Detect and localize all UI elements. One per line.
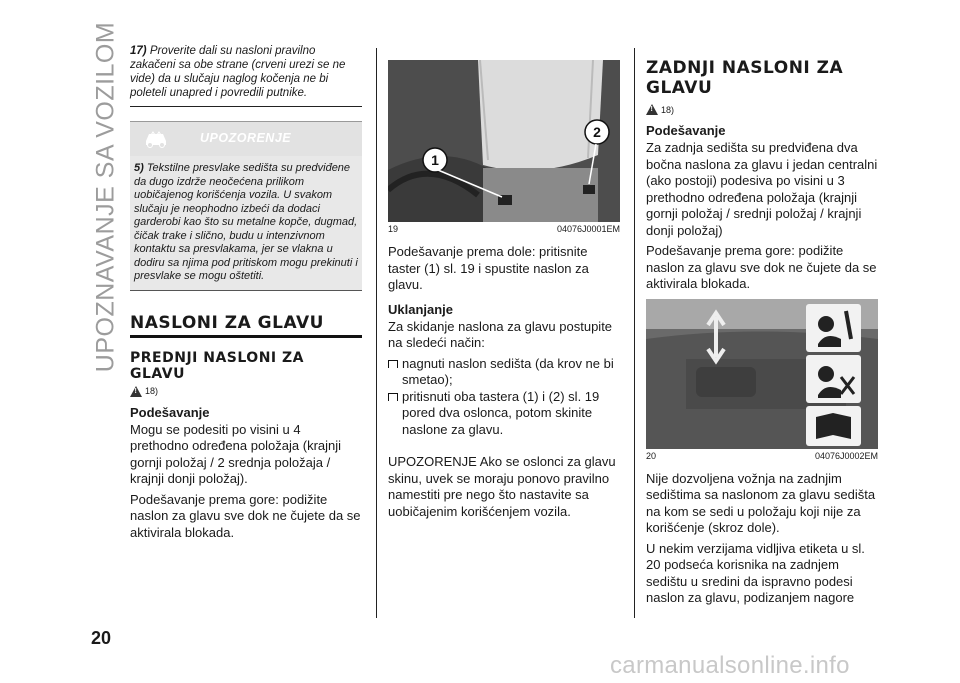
figure-20-image bbox=[646, 299, 878, 449]
section-title: ZADNJI NASLONI ZA GLAVU bbox=[646, 58, 844, 98]
figure-number: 19 bbox=[388, 224, 399, 234]
paragraph: U nekim verzijama vidljiva etiketa u sl. 20 podseća korisnika na zadnjem sedištu u sredini da ispravno podesi naslon za glavu, podizanjem nagore bbox=[646, 540, 865, 605]
list-item-text: pritisnuti oba tastera (1) i (2) sl. 19 pored dva oslonca, potom skinite naslone za glavu. bbox=[402, 388, 600, 437]
paragraph: Za zadnja sedišta su predviđena dva bočna naslona za glavu i jedan centralni (ako postoji) podesiva po visini u 3 prethodno određena položaja (krajnji gornji položaj / srednji položaj / krajnji donji položaj) bbox=[646, 140, 878, 238]
heading-removal: Uklanjanje bbox=[388, 301, 454, 317]
warning-body bbox=[130, 156, 362, 291]
section-title: NASLONI ZA GLAVU bbox=[130, 313, 362, 338]
figure-code: 04076J0002EM bbox=[814, 450, 878, 461]
warning-reference bbox=[130, 386, 362, 397]
watermark: carmanualsonline.info bbox=[610, 652, 850, 679]
paragraph: Mogu se podesiti po visini u 4 prethodno određena položaja (krajnji gornji položaj / 2 srednja položaja / krajnji donji položaj). bbox=[130, 421, 342, 486]
warning-header bbox=[130, 121, 362, 156]
car-warning-icon bbox=[142, 128, 170, 148]
bullet-icon bbox=[388, 360, 398, 368]
rear-headrest-illustration bbox=[646, 299, 878, 449]
paragraph: Podešavanje prema gore: podižite naslon za glavu sve dok ne čujete da se aktivirala blokada. bbox=[130, 491, 361, 540]
reference-number: 18) bbox=[145, 386, 159, 396]
note-number: 17) bbox=[130, 45, 147, 57]
page-number: 20 bbox=[91, 628, 112, 648]
chapter-side-title: UPOZNAVANJE SA VOZILOM bbox=[91, 21, 120, 373]
callout-1: 1 bbox=[431, 152, 439, 168]
paragraph: Podešavanje prema gore: podižite naslon za glavu sve dok ne čujete da se aktivirala blokada. bbox=[646, 243, 877, 291]
warning-number: 5) bbox=[134, 162, 144, 174]
list-item bbox=[388, 356, 620, 389]
warning-reference bbox=[646, 104, 878, 115]
heading-adjustment: Podešavanje bbox=[646, 123, 726, 138]
figure-19-caption bbox=[388, 224, 620, 234]
note-17 bbox=[130, 44, 362, 107]
list-item-text: nagnuti naslon sedišta (da krov ne bi smetao); bbox=[402, 355, 614, 387]
reference-number: 18) bbox=[661, 104, 675, 115]
figure-20-caption bbox=[646, 451, 878, 461]
column-divider bbox=[634, 48, 635, 618]
list-item bbox=[388, 389, 620, 439]
paragraph: Podešavanje prema dole: pritisnite taster (1) sl. 19 i spustite naslon za glavu. bbox=[388, 244, 589, 292]
subsection-title: PREDNJI NASLONI ZA GLAVU bbox=[130, 349, 304, 382]
heading-adjustment: Podešavanje bbox=[130, 404, 210, 420]
figure-number: 20 bbox=[646, 450, 657, 461]
warning-triangle-icon bbox=[130, 386, 142, 397]
column-3 bbox=[646, 44, 878, 611]
bullet-icon bbox=[388, 393, 398, 401]
column-divider bbox=[376, 48, 377, 618]
warning-text: Tekstilne presvlake sedišta su predviđene da dugo izdrže neočećena prilikom uobičajenog korišćenja vozila. U svakom slučaju je neophodno izbeći da dodaci garderobi kao što su metalne kopče, dugmad, čičak trake i slično, budu u intenzivnom kontaktu sa presvlakama, jer se vlakna u dodiru sa njima pod pritiskom mogu prekinuti i presvlake se mogu oštetiti. bbox=[134, 162, 358, 282]
front-headrest-illustration bbox=[388, 60, 620, 222]
paragraph: Za skidanje naslona za glavu postupite na sledeći način: bbox=[388, 318, 613, 350]
figure-19-image bbox=[388, 60, 620, 222]
callout-2: 2 bbox=[593, 124, 601, 140]
warning-label: UPOZORENJE bbox=[200, 131, 292, 145]
figure-code: 04076J0001EM bbox=[556, 224, 620, 234]
warning-triangle-icon bbox=[646, 104, 658, 115]
column-1 bbox=[130, 44, 362, 545]
column-2 bbox=[388, 44, 620, 524]
paragraph: Nije dozvoljena vožnja na zadnjim sedištima sa naslonom za glavu sedišta na kom se sedi u položaju koji nije za korišćenje (skroz dole). bbox=[646, 470, 876, 535]
note-text: Proverite dali su nasloni pravilno zakačeni sa obe strane (crveni urezi se ne vide) da u slučaju naglog kočenja ne bi poleteli unapred i povredili putnike. bbox=[130, 45, 346, 99]
paragraph-warning: UPOZORENJE Ako se oslonci za glavu skinu, uvek se moraju ponovo pravilno namestiti pre nego što nastavite sa uobičajenim korišćenjem vozila. bbox=[388, 454, 616, 519]
